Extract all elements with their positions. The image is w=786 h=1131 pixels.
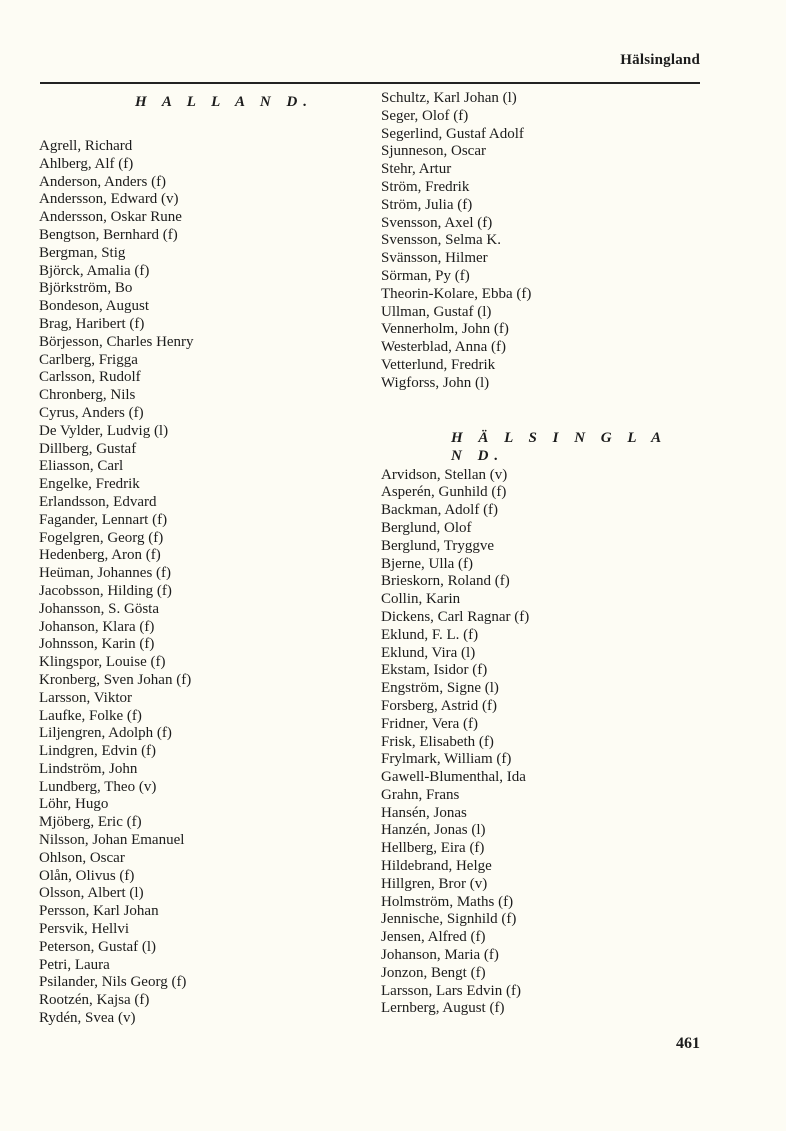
list-item: Engelke, Fredrik (39, 476, 140, 493)
list-item: Dickens, Carl Ragnar (f) (381, 608, 530, 625)
list-item: Frylmark, William (f) (381, 751, 512, 768)
list-item: Kronberg, Sven Johan (f) (39, 671, 192, 688)
section-heading-halland: H A L L A N D. (135, 94, 314, 110)
list-item: Ohlson, Oscar (39, 849, 125, 866)
list-item: Eklund, Vira (l) (381, 644, 476, 661)
list-item: Hildebrand, Helge (381, 858, 492, 875)
list-item: Svensson, Selma K. (381, 232, 501, 249)
list-item: Johanson, Maria (f) (381, 947, 499, 964)
list-item: Hillgren, Bror (v) (381, 875, 488, 892)
list-item: Forsberg, Astrid (f) (381, 697, 497, 714)
list-item: Löhr, Hugo (39, 796, 109, 813)
list-item: Dillberg, Gustaf (39, 440, 137, 457)
list-item: Psilander, Nils Georg (f) (39, 974, 187, 991)
list-item: Hansén, Jonas (381, 804, 467, 821)
list-item: Ullman, Gustaf (l) (381, 303, 492, 320)
list-item: Vetterlund, Fredrik (381, 356, 496, 373)
list-item: Backman, Adolf (f) (381, 502, 499, 519)
list-item: Rydén, Svea (v) (39, 1010, 136, 1027)
list-item: Ström, Fredrik (381, 178, 470, 195)
list-item: Erlandsson, Edvard (39, 493, 157, 510)
list-item: Berglund, Olof (381, 519, 472, 536)
list-item: Asperén, Gunhild (f) (381, 484, 507, 501)
list-item: Jennische, Signhild (f) (381, 911, 517, 928)
list-item: Segerlind, Gustaf Adolf (381, 125, 524, 142)
list-item: Klingspor, Louise (f) (39, 654, 166, 671)
list-item: Frisk, Elisabeth (f) (381, 733, 494, 750)
list-item: Lundberg, Theo (v) (39, 778, 157, 795)
list-item: Cyrus, Anders (f) (39, 404, 144, 421)
list-item: Fogelgren, Georg (f) (39, 529, 164, 546)
list-item: Engström, Signe (l) (381, 680, 499, 697)
list-item: Anderson, Anders (f) (39, 173, 167, 190)
page-number: 461 (676, 1035, 700, 1052)
list-item: Jacobsson, Hilding (f) (39, 582, 172, 599)
list-item: Petri, Laura (39, 956, 110, 973)
left-column (39, 90, 339, 1028)
list-item: Johnsson, Karin (f) (39, 636, 155, 653)
list-item: Sjunneson, Oscar (381, 143, 486, 160)
list-item: Johanson, Klara (f) (39, 618, 155, 635)
name-list-halland (39, 138, 339, 1028)
list-item: Hanzén, Jonas (l) (381, 822, 486, 839)
list-item: Vennerholm, John (f) (381, 321, 509, 338)
list-item: Holmström, Maths (f) (381, 893, 514, 910)
list-item: Ström, Julia (f) (381, 196, 473, 213)
list-item: Fagander, Lennart (f) (39, 511, 168, 528)
list-item: Sörman, Py (f) (381, 267, 470, 284)
list-item: Heüman, Johannes (f) (39, 565, 172, 582)
list-item: Westerblad, Anna (f) (381, 339, 506, 356)
list-item: Persson, Karl Johan (39, 903, 159, 920)
list-item: Svänsson, Hilmer (381, 250, 488, 267)
list-item: Seger, Olof (f) (381, 107, 469, 124)
section-heading-halsingland: H Ä L S I N G L A N D. (451, 429, 667, 464)
list-item: Andersson, Edward (v) (39, 191, 179, 208)
list-item: Carlsson, Rudolf (39, 369, 141, 386)
list-item: Lindgren, Edvin (f) (39, 743, 157, 760)
list-item: Bengtson, Bernhard (f) (39, 226, 178, 243)
list-item: Grahn, Frans (381, 786, 460, 803)
list-item: Börjesson, Charles Henry (39, 333, 194, 350)
list-item: Bergman, Stig (39, 244, 126, 261)
name-list-halland-continued (381, 90, 681, 393)
list-item: Larsson, Viktor (39, 689, 132, 706)
list-item: Carlberg, Frigga (39, 351, 138, 368)
list-item: Andersson, Oskar Rune (39, 209, 182, 226)
list-item: Brieskorn, Roland (f) (381, 573, 510, 590)
list-item: Olån, Olivus (f) (39, 867, 135, 884)
list-item: Rootzén, Kajsa (f) (39, 992, 150, 1009)
list-item: Johansson, S. Gösta (39, 600, 160, 617)
running-head: Hälsingland (620, 52, 700, 68)
list-item: Persvik, Hellvi (39, 921, 129, 938)
list-item: Theorin-Kolare, Ebba (f) (381, 285, 532, 302)
list-item: Agrell, Richard (39, 138, 133, 154)
list-item: Stehr, Artur (381, 161, 452, 178)
list-item: Lindström, John (39, 760, 138, 777)
header-rule (40, 82, 700, 84)
list-item: Liljengren, Adolph (f) (39, 725, 172, 742)
list-item: Hellberg, Eira (f) (381, 840, 485, 857)
list-item: Eliasson, Carl (39, 458, 124, 475)
list-item: De Vylder, Ludvig (l) (39, 422, 169, 439)
list-item: Björkström, Bo (39, 280, 133, 297)
list-item: Nilsson, Johan Emanuel (39, 832, 185, 849)
name-list-halsingland (381, 467, 681, 1019)
list-item: Lernberg, August (f) (381, 1000, 505, 1017)
right-column (381, 90, 681, 1018)
list-item: Larsson, Lars Edvin (f) (381, 982, 521, 999)
list-item: Mjöberg, Eric (f) (39, 814, 142, 831)
list-item: Ekstam, Isidor (f) (381, 662, 488, 679)
list-item: Collin, Karin (381, 591, 461, 608)
list-item: Arvidson, Stellan (v) (381, 466, 508, 483)
list-item: Wigforss, John (l) (381, 374, 490, 391)
list-item: Olsson, Albert (l) (39, 885, 144, 902)
list-item: Jensen, Alfred (f) (381, 929, 486, 946)
list-item: Peterson, Gustaf (l) (39, 938, 157, 955)
list-item: Bjerne, Ulla (f) (381, 555, 474, 572)
list-item: Ahlberg, Alf (f) (39, 155, 134, 172)
list-item: Björck, Amalia (f) (39, 262, 150, 279)
list-item: Fridner, Vera (f) (381, 715, 479, 732)
list-item: Gawell-Blumenthal, Ida (381, 769, 526, 786)
list-item: Bondeson, August (39, 298, 150, 315)
list-item: Brag, Haribert (f) (39, 315, 145, 332)
list-item: Eklund, F. L. (f) (381, 626, 479, 643)
list-item: Jonzon, Bengt (f) (381, 964, 486, 981)
list-item: Svensson, Axel (f) (381, 214, 493, 231)
list-item: Chronberg, Nils (39, 387, 136, 404)
list-item: Hedenberg, Aron (f) (39, 547, 161, 564)
list-item: Laufke, Folke (f) (39, 707, 142, 724)
list-item: Berglund, Tryggve (381, 537, 495, 554)
list-item: Schultz, Karl Johan (l) (381, 90, 517, 106)
